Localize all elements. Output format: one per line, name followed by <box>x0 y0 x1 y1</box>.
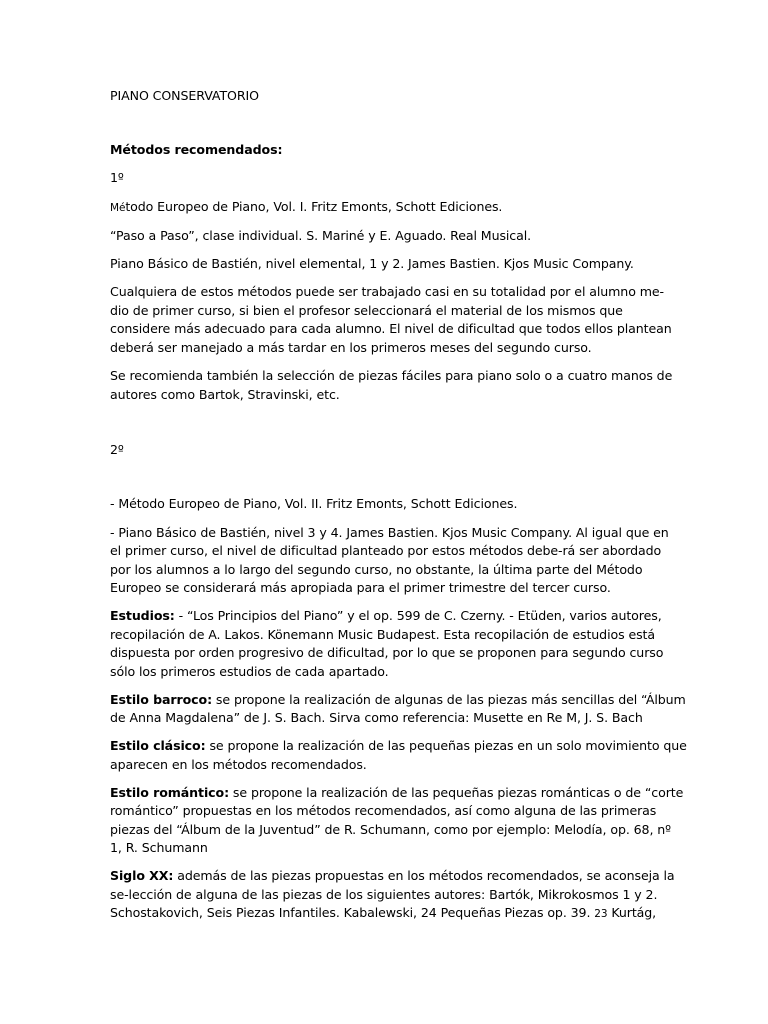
barroco-text: se propone la realización de algunas de las piezas más sencillas del “Álbum <box>212 692 686 707</box>
estudios-line3: dispuesta por orden progresivo de dificultad, por lo que se proponen para segundo curso <box>110 645 664 660</box>
siglo-line3 <box>110 903 656 924</box>
siglo-label: Siglo XX: <box>110 868 174 883</box>
barroco-line2: de Anna Magdalena” de J. S. Bach. Sirva como referencia: Musette en Re M, J. S. Bach <box>110 710 643 725</box>
year1-para1-line1: Cualquiera de estos métodos puede ser trabajado casi en su totalidad por el alumno me- <box>110 284 664 299</box>
estudios-label: Estudios: <box>110 608 175 623</box>
year1-para1-line4: deberá ser manejado a más tardar en los primeros meses del segundo curso. <box>110 340 592 355</box>
siglo-line3-end: Kurtág, <box>607 905 657 920</box>
year1-para1-line3: considere más adecuado para cada alumno. El nivel de dificultad que todos ellos plantean <box>110 321 672 336</box>
romantico-label: Estilo romántico: <box>110 785 230 800</box>
romantico-line1 <box>110 783 683 802</box>
year1-para2-line2: autores como Bartok, Stravinski, etc. <box>110 387 340 402</box>
siglo-line3-text: Schostakovich, Seis Piezas Infantiles. Kabalewski, 24 Pequeñas Piezas op. 39. <box>110 905 595 920</box>
clasico-label: Estilo clásico: <box>110 738 206 753</box>
year1-item1-prefix: Mé <box>110 202 126 214</box>
siglo-line2: se-lección de alguna de las piezas de los siguientes autores: Bartók, Mikrokosmos 1 y 2. <box>110 887 658 902</box>
year2-item2-line2: el primer curso, el nivel de dificultad planteado por estos métodos debe-rá ser abordado <box>110 543 662 558</box>
romantico-line4: 1, R. Schumann <box>110 840 208 855</box>
estudios-line4: sólo los primeros estudios de cada apartado. <box>110 664 389 679</box>
barroco-line1 <box>110 690 686 709</box>
year1-item2: “Paso a Paso”, clase individual. S. Mariné y E. Aguado. Real Musical. <box>110 228 532 243</box>
methods-heading: Métodos recomendados: <box>110 142 283 157</box>
year1-para1-line2: dio de primer curso, si bien el profesor seleccionará el material de los mismos que <box>110 303 623 318</box>
estudios-line2: recopilación de A. Lakos. Könemann Music Budapest. Esta recopilación de estudios está <box>110 627 656 642</box>
year2-item2-line4: Europeo se considerará más apropiada para el primer trimestre del tercer curso. <box>110 580 611 595</box>
year2-item2-line3: por los alumnos a lo largo del segundo curso, no obstante, la última parte del Método <box>110 562 643 577</box>
romantico-line2: romántico” propuestas en los métodos recomendados, así como alguna de las primeras <box>110 803 657 818</box>
siglo-text: además de las piezas propuestas en los métodos recomendados, se aconseja la <box>173 868 675 883</box>
clasico-text: se propone la realización de las pequeñas piezas en un solo movimiento que <box>205 738 687 753</box>
year2-label: 2º <box>110 442 124 457</box>
year1-para2-line1: Se recomienda también la selección de piezas fáciles para piano solo o a cuatro manos de <box>110 368 673 383</box>
clasico-line1 <box>110 736 687 755</box>
siglo-line1 <box>110 866 675 885</box>
estudios-text: - “Los Principios del Piano” y el op. 599 de C. Czerny. - Etüden, varios autores, <box>174 608 662 623</box>
document-title: PIANO CONSERVATORIO <box>110 88 259 103</box>
romantico-text: se propone la realización de las pequeñas piezas románticas o de “corte <box>229 785 684 800</box>
estudios-line1 <box>110 606 662 625</box>
year1-item3: Piano Básico de Bastién, nivel elemental, 1 y 2. James Bastien. Kjos Music Company. <box>110 256 634 271</box>
year1-item1 <box>110 197 502 218</box>
clasico-line2: aparecen en los métodos recomendados. <box>110 757 367 772</box>
year2-item1: - Método Europeo de Piano, Vol. II. Fritz Emonts, Schott Ediciones. <box>110 496 518 511</box>
year1-item1-rest: todo Europeo de Piano, Vol. I. Fritz Emonts, Schott Ediciones. <box>125 199 503 214</box>
year2-item2-line1: - Piano Básico de Bastién, nivel 3 y 4. James Bastien. Kjos Music Company. Al igual que en <box>110 525 669 540</box>
siglo-line3-small: 23 <box>594 908 608 920</box>
barroco-label: Estilo barroco: <box>110 692 213 707</box>
romantico-line3: piezas del “Álbum de la Juventud” de R. Schumann, como por ejemplo: Melodía, op. 68, nº <box>110 822 671 837</box>
year1-label: 1º <box>110 170 124 185</box>
